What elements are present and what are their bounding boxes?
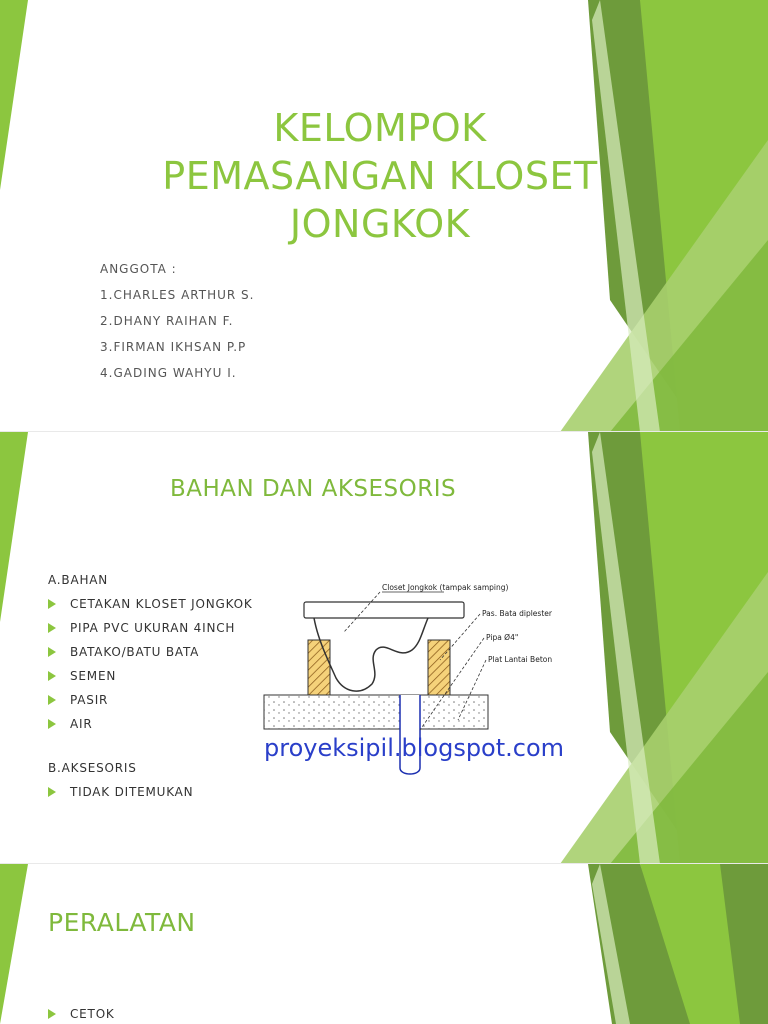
- watermark-text: proyeksipil.blogspot.com: [264, 734, 565, 762]
- list-item-label: SEMEN: [70, 669, 117, 683]
- label-bricks: Pas. Bata diplester: [482, 609, 552, 618]
- list-item: [48, 784, 193, 808]
- list-item-label: PIPA PVC UKURAN 4INCH: [70, 621, 236, 635]
- list-item: [48, 620, 253, 644]
- list-item: [48, 1006, 115, 1024]
- bullet-arrow-icon: [48, 647, 56, 657]
- brick-right: [428, 640, 450, 695]
- title-line-1: KELOMPOK: [273, 106, 487, 150]
- list-item: [48, 596, 253, 620]
- members-list: [100, 260, 255, 390]
- list-item-label: TIDAK DITEMUKAN: [70, 785, 194, 799]
- bullet-arrow-icon: [48, 671, 56, 681]
- closet-installation-diagram: [262, 580, 572, 810]
- slide-materials: [0, 432, 768, 864]
- bullet-arrow-icon: [48, 695, 56, 705]
- bullet-arrow-icon: [48, 599, 56, 609]
- bullet-arrow-icon: [48, 787, 56, 797]
- title-line-3: JONGKOK: [289, 202, 471, 246]
- list-item-label: PASIR: [70, 693, 109, 707]
- slide-decoration: [0, 864, 768, 1024]
- bullet-arrow-icon: [48, 719, 56, 729]
- label-slab: Plat Lantai Beton: [488, 655, 553, 664]
- list-item: [48, 668, 253, 692]
- bullet-arrow-icon: [48, 623, 56, 633]
- list-item-label: CETOK: [70, 1007, 115, 1021]
- list-item-label: CETAKAN KLOSET JONGKOK: [70, 597, 253, 611]
- left-accent-shape: [0, 0, 28, 190]
- tools-list: [48, 1006, 115, 1024]
- left-accent-shape: [0, 864, 28, 1024]
- brick-left: [308, 640, 330, 695]
- slide-title-heading: [110, 104, 650, 248]
- list-item: [48, 644, 253, 668]
- slide-title: [0, 0, 768, 432]
- left-accent-shape: [0, 432, 28, 622]
- title-line-2: PEMASANGAN KLOSET: [162, 154, 598, 198]
- section-aksesoris-heading: B.AKSESORIS: [48, 761, 137, 775]
- list-item-label: BATAKO/BATU BATA: [70, 645, 200, 659]
- closet-bowl: [314, 618, 428, 691]
- closet-top: [304, 602, 464, 618]
- tools-title: PERALATAN: [48, 908, 196, 937]
- list-item: [48, 692, 253, 716]
- list-item: [48, 716, 253, 740]
- bullet-arrow-icon: [48, 1009, 56, 1019]
- member-item: 4.GADING WAHYU I.: [100, 366, 237, 380]
- section-bahan-heading: A.BAHAN: [48, 573, 109, 587]
- slide-tools: [0, 864, 768, 1024]
- section-aksesoris: [48, 760, 193, 808]
- member-item: 2.DHANY RAIHAN F.: [100, 314, 234, 328]
- materials-title: BAHAN DAN AKSESORIS: [170, 476, 457, 502]
- section-bahan: [48, 572, 253, 740]
- floor-slab: [264, 695, 488, 729]
- list-item-label: AIR: [70, 717, 93, 731]
- member-item: 3.FIRMAN IKHSAN P.P: [100, 340, 247, 354]
- leader-line: [440, 614, 480, 660]
- members-heading: ANGGOTA :: [100, 262, 177, 276]
- label-pipe: Pipa Ø4": [486, 633, 519, 642]
- member-item: 1.CHARLES ARTHUR S.: [100, 288, 255, 302]
- label-closet: Closet Jongkok (tampak samping): [382, 583, 509, 592]
